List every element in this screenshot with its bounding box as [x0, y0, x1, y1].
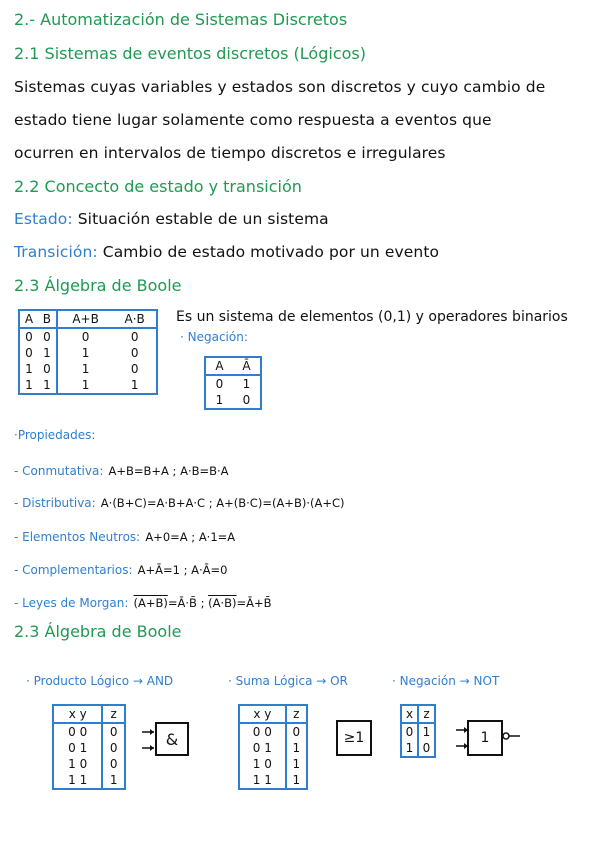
- propiedades-title: ·Propiedades:: [14, 428, 96, 442]
- or-truth-table: [238, 704, 308, 790]
- boole-description: Es un sistema de elementos (0,1) y operadores binarios: [176, 309, 568, 325]
- and-gate: [155, 722, 189, 756]
- property-formula: A+Ā=1 ; A·Ā=0: [137, 563, 228, 577]
- table-cell: 1: [57, 361, 113, 377]
- property-label: - Conmutativa:: [14, 464, 104, 478]
- estado-definition: [14, 210, 329, 228]
- table-header: A: [19, 310, 38, 328]
- subsection-2-2-title: 2.2 Concecto de estado y transición: [14, 177, 302, 196]
- transicion-text: Cambio de estado motivado por un evento: [102, 243, 440, 261]
- property-label: - Leyes de Morgan:: [14, 596, 129, 610]
- table-cell: 1: [286, 756, 307, 772]
- table-cell: 1 0: [252, 757, 272, 771]
- or-gate: [336, 720, 372, 756]
- transicion-label: Transición:: [14, 243, 98, 261]
- not-gate-symbol: 1: [480, 730, 490, 746]
- table-cell: 0: [286, 723, 307, 740]
- morgan-formula-part: (A+B): [133, 596, 168, 610]
- table-cell: 1: [57, 377, 113, 394]
- table-header: x y: [239, 705, 286, 723]
- property-formula: A+B=B+A ; A·B=B·A: [108, 464, 229, 478]
- paragraph-line-2: estado tiene lugar solamente como respuesta a eventos que: [14, 111, 492, 129]
- table-cell: 1: [130, 378, 139, 392]
- table-cell: 1: [286, 772, 307, 789]
- table-row: [53, 723, 125, 740]
- table-cell: 0 0: [252, 725, 272, 739]
- property-label: - Distributiva:: [14, 496, 96, 510]
- paragraph-line-3: ocurren en intervalos de tiempo discretos e irregulares: [14, 144, 446, 162]
- or-gate-symbol: ≥1: [343, 730, 365, 746]
- table-row: [239, 756, 307, 772]
- table-header: A: [205, 357, 233, 375]
- table-cell: 1: [43, 378, 51, 392]
- table-cell: 1 0: [68, 757, 88, 771]
- table-row: [239, 740, 307, 756]
- table-cell: 0: [405, 725, 414, 739]
- and-truth-table: [52, 704, 126, 790]
- table-cell: 1: [418, 723, 435, 740]
- table-cell: 0: [215, 377, 224, 391]
- not-title: · Negación → NOT: [392, 674, 500, 688]
- table-cell: 0: [25, 346, 33, 360]
- property-complementarios: [14, 559, 227, 578]
- table-cell: 1 1: [68, 773, 88, 787]
- table-cell: 0 1: [68, 741, 88, 755]
- table-cell: 1: [57, 345, 113, 361]
- table-cell: 1: [43, 346, 51, 360]
- table-row: [239, 772, 307, 789]
- estado-label: Estado:: [14, 210, 73, 228]
- table-cell: 1: [25, 378, 33, 392]
- property-distributiva: [14, 492, 344, 511]
- property-neutros: [14, 526, 235, 545]
- table-cell: 0: [418, 740, 435, 757]
- table-cell: 0: [57, 328, 113, 345]
- subsection-2-3-title: 2.3 Álgebra de Boole: [14, 276, 182, 295]
- or-title: · Suma Lógica → OR: [228, 674, 348, 688]
- negation-table: [204, 356, 262, 410]
- table-cell: 0: [130, 362, 139, 376]
- not-truth-table: [400, 704, 436, 758]
- table-row: [53, 740, 125, 756]
- table-cell: 1: [102, 772, 125, 789]
- section-title: 2.- Automatización de Sistemas Discretos: [14, 10, 348, 29]
- boolean-truth-table: [18, 309, 158, 395]
- table-cell: 1: [286, 740, 307, 756]
- table-row: [53, 772, 125, 789]
- table-cell: 0: [102, 723, 125, 740]
- table-header: A+B: [57, 310, 113, 328]
- table-cell: 0 0: [68, 725, 88, 739]
- table-row: [53, 756, 125, 772]
- property-formula: A+0=A ; A·1=A: [145, 530, 236, 544]
- and-gate-symbol: &: [165, 729, 179, 749]
- morgan-formula-part: =Ā+B̄: [236, 596, 272, 610]
- table-cell: 1: [242, 377, 251, 391]
- table-header: z: [102, 705, 125, 723]
- table-cell: 0 1: [252, 741, 272, 755]
- table-cell: 0: [102, 740, 125, 756]
- not-gate: [467, 720, 503, 756]
- table-row: [19, 361, 157, 377]
- table-row: [239, 723, 307, 740]
- table-header: A·B: [113, 310, 157, 328]
- table-header: x: [401, 705, 418, 723]
- morgan-formula-part: =Ā·B̄ ;: [167, 596, 209, 610]
- table-header: x y: [53, 705, 102, 723]
- table-cell: 0: [242, 393, 251, 407]
- property-morgan: [14, 592, 272, 611]
- table-cell: 0: [43, 362, 51, 376]
- table-header: B: [38, 310, 57, 328]
- table-row: [401, 740, 435, 757]
- table-header: z: [286, 705, 307, 723]
- table-row: [205, 375, 261, 392]
- table-cell: 1 1: [252, 773, 272, 787]
- table-cell: 0: [102, 756, 125, 772]
- table-cell: 0: [43, 330, 51, 344]
- subsection-2-3b-title: 2.3 Álgebra de Boole: [14, 622, 182, 641]
- table-cell: 0: [130, 330, 139, 344]
- property-label: - Elementos Neutros:: [14, 530, 141, 544]
- table-header: Ā: [233, 357, 261, 375]
- table-row: [205, 392, 261, 409]
- table-cell: 1: [25, 362, 33, 376]
- paragraph-line-1: Sistemas cuyas variables y estados son discretos y cuyo cambio de: [14, 78, 546, 96]
- table-row: [19, 345, 157, 361]
- subsection-2-1-title: 2.1 Sistemas de eventos discretos (Lógicos): [14, 44, 366, 63]
- table-cell: 1: [405, 741, 414, 755]
- property-formula: A·(B+C)=A·B+A·C ; A+(B·C)=(A+B)·(A+C): [100, 496, 345, 510]
- estado-text: Situación estable de un sistema: [77, 210, 329, 228]
- morgan-formula-part: (A·B): [208, 596, 237, 610]
- table-row: [19, 377, 157, 394]
- table-cell: 0: [25, 330, 33, 344]
- table-cell: 0: [130, 346, 139, 360]
- table-cell: 1: [215, 393, 224, 407]
- property-conmutativa: [14, 460, 229, 479]
- transicion-definition: [14, 243, 439, 261]
- and-title: · Producto Lógico → AND: [26, 674, 174, 688]
- table-row: [401, 723, 435, 740]
- negacion-label: · Negación:: [180, 330, 248, 344]
- table-header: z: [418, 705, 435, 723]
- table-row: [19, 328, 157, 345]
- property-label: - Complementarios:: [14, 563, 133, 577]
